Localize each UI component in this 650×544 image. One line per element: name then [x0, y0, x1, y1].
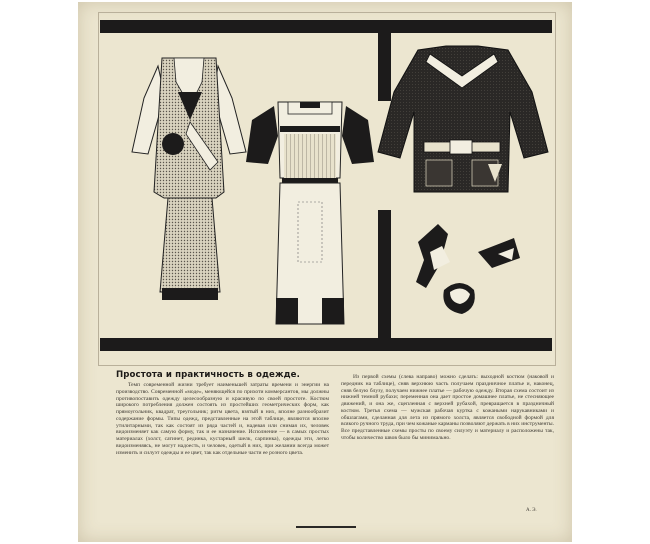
article-title: Простота и практичность в одежде.	[116, 370, 300, 380]
footer-rule	[296, 526, 356, 528]
gloves-illustration	[416, 224, 520, 288]
dress-middle-illustration	[246, 102, 374, 324]
illustrations	[78, 2, 572, 362]
magazine-page	[78, 2, 572, 542]
cuffs-illustration	[443, 283, 474, 314]
dress-left-illustration	[132, 58, 246, 300]
article-column-left: Темп современной жизни требует наименьшей затраты времени и энергии на производство. Современной «моде», меняющейся по прихоти коммерсантов, мы должны противопоставить одежду целесообразную и красивую по своей простоте. Костюм широкого потребления должен состоять из простейших геометрических форм, как прямоугольник, квадрат, треугольник; ритм цвета, взятый в них, вполне разнообразит содержание формы. Типы одежд, представленные на этой таблице, являются вполне утилитарными, так как состоят из ряда частей и, надевая или снимая их, человек видоизменяет как самую форму, так и ее назначение. Исполнение — в самых простых материалах (холст, сатинет, рединка, кустарный шелк, сарпинка), одежды эти, легко видоизменяясь, не могут надоесть, и человек, одетый в них, при желании всегда может изменить и силуэт одежды и ее цвет, так как отдельные части ее розного цвета.	[116, 382, 329, 456]
author-signature: А. Э.	[526, 508, 537, 513]
article-column-right: Из первой схемы (слева направо) можно сделать: выходной костюм (наковой и передник на таблице), сняв верхнюю часть получаем праздничное платье и, наконец, сняв белую блузу, получаем нижнее платье — рабочую одежду. Вторая схема состоит из нижней темной рубахи; переменная она дает простое домашнее платье, не стесняющее движений, и она же, сцепленная с верхней рубахой, превращается в праздничный костюм. Третья схема — мужская рабочая куртка с кожаными нарукавниками и обшлагами, сделанная для лета из прямого холста, является свободной формой для всякого ручного труда, при чем кожаные карманы позволяют держать в них инструменты. Все представленные схемы просты по своему силуэту и материалу и расположены так, чтобы количество швов было бы минимально.	[341, 374, 554, 441]
jacket-right-illustration	[378, 46, 548, 192]
